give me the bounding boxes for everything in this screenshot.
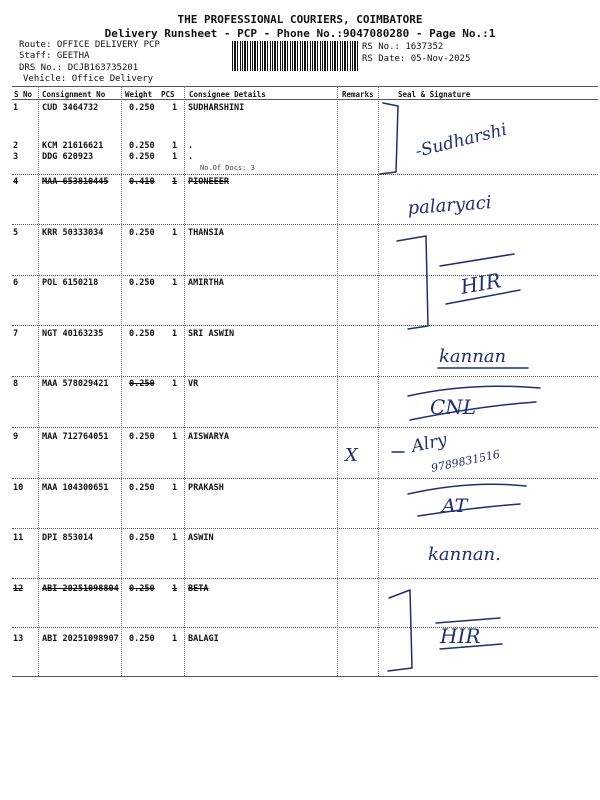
- row-sno: 5: [13, 228, 19, 238]
- row-weight: 0.410: [129, 177, 155, 187]
- col-header-consignee: Consignee Details: [189, 90, 266, 99]
- row-weight: 0.250: [129, 533, 155, 543]
- row-consignee: THANSIA: [188, 228, 224, 238]
- row-consignee: PIONEEER: [188, 177, 229, 187]
- row-sno: 6: [13, 278, 19, 288]
- bracket-mark: [380, 103, 398, 174]
- row-sno: 10: [13, 483, 24, 493]
- row-weight: 0.250: [129, 141, 155, 151]
- signature-row-4: palaryaci: [406, 192, 493, 219]
- row-pcs: 1: [172, 483, 178, 493]
- col-header-remarks: Remarks: [342, 90, 374, 99]
- row-weight: 0.250: [129, 103, 155, 113]
- row-pcs: 1: [172, 584, 178, 594]
- row-consignment: MAA 653810445: [42, 177, 109, 187]
- row-weight: 0.250: [129, 634, 155, 644]
- signature-stroke: [408, 484, 526, 494]
- row-sno: 7: [13, 329, 19, 339]
- row-sno: 11: [13, 533, 24, 543]
- row-consignment: ABI 20251098804: [42, 584, 119, 594]
- phone-handwritten: 9789831516: [429, 447, 502, 475]
- row-consignee: ASWIN: [188, 533, 214, 543]
- row-pcs: 1: [172, 432, 178, 442]
- signature-kannan-row-11: kannan.: [428, 544, 501, 565]
- row-consignee: AMIRTHA: [188, 278, 224, 288]
- row-consignment: MAA 104300651: [42, 483, 109, 493]
- route-label: Route: OFFICE DELIVERY PCP: [19, 40, 160, 50]
- signature-cnl: CNL: [430, 395, 477, 419]
- row-weight: 0.250: [129, 432, 155, 442]
- company-name: THE PROFESSIONAL COURIERS, COIMBATORE: [177, 13, 423, 26]
- col-header-pcs: PCS: [161, 90, 175, 99]
- drs-number: DRS No.: DCJB163735201: [19, 63, 139, 73]
- col-header-consignment: Consignment No: [42, 90, 106, 99]
- rs-date: RS Date: 05-Nov-2025: [362, 54, 471, 64]
- row-weight: 0.250: [129, 483, 155, 493]
- row-pcs: 1: [172, 141, 178, 151]
- row-pcs: 1: [172, 379, 178, 389]
- staff-label: Staff: GEETHA: [19, 51, 90, 61]
- row-consignment: DPI 853014: [42, 533, 94, 543]
- row-weight: 0.250: [129, 329, 155, 339]
- row-weight: 0.250: [129, 228, 155, 238]
- row-sno: 2: [13, 141, 19, 151]
- row-consignee: VR: [188, 379, 199, 389]
- row-consignee: AISWARYA: [188, 432, 229, 442]
- row-consignment: MAA 578029421: [42, 379, 109, 389]
- row-pcs: 1: [172, 278, 178, 288]
- row-consignment: ABI 20251098907: [42, 634, 119, 644]
- row-pcs: 1: [172, 152, 178, 162]
- row-consignee: BALAGI: [188, 634, 219, 644]
- signature-row-9: Alry: [409, 429, 449, 457]
- signature-hir-row-6: HIR: [458, 268, 503, 299]
- rs-number: RS No.: 1637352: [362, 42, 444, 52]
- signature-stroke: [418, 504, 520, 516]
- row-sno: 1: [13, 103, 19, 113]
- row-consignment: MAA 712764051: [42, 432, 109, 442]
- row-pcs: 1: [172, 329, 178, 339]
- row-consignee: SRI ASWIN: [188, 329, 235, 339]
- row-consignment: DDG 620923: [42, 152, 94, 162]
- row-consignment: KCM 21616621: [42, 141, 104, 151]
- row-pcs: 1: [172, 533, 178, 543]
- row-sno: 4: [13, 177, 19, 187]
- docs-count-note: No.Of Docs: 3: [200, 164, 255, 172]
- row-pcs: 1: [172, 177, 178, 187]
- row-sno: 9: [13, 432, 19, 442]
- row-weight: 0.250: [129, 379, 155, 389]
- row-pcs: 1: [172, 228, 178, 238]
- signature-kannan-row-7: kannan: [439, 346, 507, 367]
- row-weight: 0.250: [129, 278, 155, 288]
- cross-mark: X: [345, 445, 358, 466]
- row-sno: 13: [13, 634, 24, 644]
- row-consignee: BETA: [188, 584, 209, 594]
- col-header-sno: S No: [14, 90, 33, 99]
- row-consignee: PRAKASH: [188, 483, 224, 493]
- row-consignee: SUDHARSHINI: [188, 103, 245, 113]
- row-pcs: 1: [172, 103, 178, 113]
- row-weight: 0.250: [129, 152, 155, 162]
- row-consignment: POL 6150218: [42, 278, 99, 288]
- signature-hir-row-13: HIR: [440, 624, 481, 648]
- row-consignee: .: [188, 141, 194, 151]
- signature-stroke: [440, 254, 514, 266]
- bracket-mark: [397, 236, 428, 329]
- row-consignment: KRR 50333034: [42, 228, 104, 238]
- col-header-signature: Seal & Signature: [398, 90, 471, 99]
- row-pcs: 1: [172, 634, 178, 644]
- col-header-weight: Weight: [125, 90, 153, 99]
- row-sno: 12: [13, 584, 24, 594]
- vehicle-label: Vehicle: Office Delivery: [23, 74, 154, 84]
- row-sno: 3: [13, 152, 19, 162]
- row-weight: 0.250: [129, 584, 155, 594]
- row-consignment: NGT 40163235: [42, 329, 104, 339]
- row-consignment: CUD 3464732: [42, 103, 99, 113]
- signature-sudharshini: -Sudharshi: [413, 119, 509, 162]
- bracket-mark: [388, 590, 412, 671]
- signature-stroke: [436, 618, 500, 623]
- runsheet-title: Delivery Runsheet - PCP - Phone No.:9047080280 - Page No.:1: [104, 27, 496, 40]
- row-sno: 8: [13, 379, 19, 389]
- row-consignee: .: [188, 152, 194, 162]
- signature-at: AT: [442, 495, 468, 517]
